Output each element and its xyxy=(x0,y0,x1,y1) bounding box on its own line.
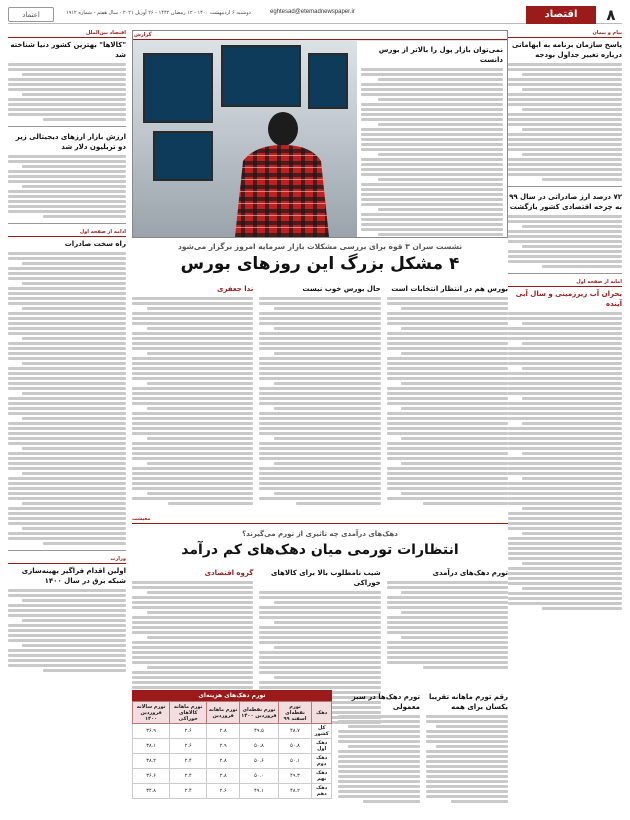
trading-screen xyxy=(308,53,348,109)
main-story-column xyxy=(132,30,508,814)
section-tab[interactable]: اقتصاد xyxy=(526,6,596,24)
divider xyxy=(8,550,126,551)
main-subheadline: نشست سران ۳ قوه برای بررسی مشکلات بازار سرمایه امروز برگزار می‌شود xyxy=(177,242,463,251)
table-cell: ۵۰.۸ xyxy=(278,739,312,754)
article-body xyxy=(8,155,126,218)
article-body xyxy=(508,312,622,610)
divider xyxy=(508,273,622,274)
table-row xyxy=(133,769,332,784)
table-header: تورم نقطه‌ای اسفند ۹۹ xyxy=(278,702,312,724)
table-cell: ۲.۶ xyxy=(207,784,240,799)
divider xyxy=(8,126,126,127)
table-header: تورم ماهانه فروردین xyxy=(207,702,240,724)
story-column-heading: تورم دهک‌های درآمدی xyxy=(432,569,508,577)
trading-screen xyxy=(221,45,301,107)
table-header: تورم نقطه‌ای فروردین ۱۴۰۰ xyxy=(240,702,278,724)
issue-info: دوشنبه ۶ اردیبهشت ۱۴۰۰ - ۱۲ رمضان ۱۴۴۲ - ۲۶ آوریل ۲۰۲۱ - سال هفتم - شماره ۱۹۱۲ xyxy=(66,10,251,16)
table-cell: ۲.۶ xyxy=(170,739,207,754)
table-cell: ۴۸.۲ xyxy=(278,784,312,799)
table-cell: دهک دهم xyxy=(312,784,332,799)
story-column xyxy=(132,282,253,514)
table-cell: ۲.۶ xyxy=(170,724,207,739)
table-cell: دهک نهم xyxy=(312,769,332,784)
table-cell: ۲.۸ xyxy=(207,724,240,739)
article-body xyxy=(508,63,622,181)
left-kicker-2: ادامه از صفحه اول xyxy=(8,229,126,237)
table-cell: ۵۰.۸ xyxy=(240,739,278,754)
article-body xyxy=(8,63,126,121)
table-cell: ۵۰.۰ xyxy=(240,769,278,784)
photo-side-article xyxy=(357,41,507,237)
table-cell: ۳۶.۹ xyxy=(133,724,170,739)
divider xyxy=(508,186,622,187)
left-kicker-1: اقتصاد بین‌الملل xyxy=(8,30,126,38)
main-headline[interactable]: ۴ مشکل بزرگ این روزهای بورس xyxy=(180,254,460,274)
inflation-table xyxy=(132,690,332,799)
article-body xyxy=(8,589,126,672)
story-column-heading: بورس هم در انتظار انتخابات است xyxy=(391,285,508,293)
story-column xyxy=(338,690,420,774)
right-headline-budget[interactable]: پاسخ سازمان برنامه به ابهاماتی درباره تغییر جداول بودجه xyxy=(511,41,622,59)
table-cell: دهک اول xyxy=(312,739,332,754)
table-header: تورم سالانه فروردین ۱۴۰۰ xyxy=(133,702,170,724)
newspaper-logo: اعتماد xyxy=(8,7,54,22)
inflation-data-table xyxy=(132,701,332,799)
table-cell: ۳۸.۲ xyxy=(133,754,170,769)
table-cell: ۳۴.۸ xyxy=(133,784,170,799)
table-cell: ۴۹.۳ xyxy=(278,769,312,784)
story-column-heading: رقم تورم ماهانه تقریبا یکسان برای همه xyxy=(428,693,508,711)
trading-screen xyxy=(153,131,213,181)
left-headline-country[interactable]: "کالاها" بهترین کشور دنیا شناخته شد xyxy=(10,41,126,59)
story-column xyxy=(259,282,380,514)
table-cell: ۵۰.۶ xyxy=(240,754,278,769)
story-column-heading: حال بورس خوب نیست xyxy=(302,285,381,293)
table-header-row xyxy=(133,702,332,724)
table-header: دهک xyxy=(312,702,332,724)
trading-screen xyxy=(143,53,213,123)
left-column xyxy=(8,30,126,814)
stock-exchange-photo xyxy=(132,30,508,238)
table-cell: ۴۹.۵ xyxy=(240,724,278,739)
divider xyxy=(8,223,126,224)
section-email[interactable]: eghtesad@etemadnewspaper.ir xyxy=(270,9,355,15)
second-story-headline[interactable]: انتظارات تورمی میان دهک‌های کم درآمد xyxy=(181,542,459,558)
bottom-articles xyxy=(338,690,508,774)
table-cell: ۲.۴ xyxy=(170,754,207,769)
table-cell: ۴۸.۷ xyxy=(278,724,312,739)
table-cell: کل کشور xyxy=(312,724,332,739)
story-byline: ندا جعفری xyxy=(217,285,254,293)
table-title: تورم دهک‌های هزینه‌ای xyxy=(132,690,332,701)
table-cell: ۴۹.۱ xyxy=(240,784,278,799)
left-headline-export[interactable]: راه سخت صادرات xyxy=(64,240,126,248)
table-row xyxy=(133,754,332,769)
photo-kicker: گزارش xyxy=(132,31,507,40)
table-cell: ۲.۸ xyxy=(207,769,240,784)
second-story-kicker: معیشت xyxy=(132,516,508,524)
table-cell: ۲.۴ xyxy=(170,769,207,784)
table-cell: دهک دوم xyxy=(312,754,332,769)
right-headline-water[interactable]: بحران آب زیرزمینی و سال آبی آینده xyxy=(515,290,622,308)
table-cell: ۲.۴ xyxy=(170,784,207,799)
table-cell: ۲.۸ xyxy=(207,754,240,769)
right-kicker-2: امانه از صفحه اول xyxy=(508,279,622,287)
second-story-subheadline: دهک‌های درآمدی چه تاثیری از تورم می‌گیرند؟ xyxy=(242,530,398,538)
table-row xyxy=(133,739,332,754)
story-column xyxy=(426,690,508,774)
table-row xyxy=(133,724,332,739)
table-cell: ۳۶.۶ xyxy=(133,769,170,784)
main-story-body xyxy=(132,282,508,514)
story-column xyxy=(387,282,508,514)
left-headline-crypto[interactable]: ارزش بازار ارزهای دیجیتالی زیر دو تریلیون دلار شد xyxy=(15,133,126,151)
left-kicker-3: وزارت xyxy=(8,556,126,564)
masthead xyxy=(8,6,622,24)
page-number: ۸ xyxy=(606,6,616,24)
left-headline-power[interactable]: اولین اقدام فراگیر بهینه‌سازی شبکه برق در سال ۱۴۰۰ xyxy=(21,567,126,585)
right-kicker-1: پیام و پیمان xyxy=(508,30,622,38)
table-row xyxy=(133,784,332,799)
photo-side-headline[interactable]: نمی‌توان بازار پول را بالاتر از بورس دانست xyxy=(378,46,503,64)
person-plaid-shirt xyxy=(225,109,335,237)
story-column-heading: تورم دهک‌ها در سبز معمولی xyxy=(351,693,420,711)
right-column xyxy=(508,30,622,814)
table-cell: ۳۸.۱ xyxy=(133,739,170,754)
table-header: تورم ماهانه کالاهای خوراکی xyxy=(170,702,207,724)
article-body xyxy=(508,215,622,268)
table-cell: ۲.۹ xyxy=(207,739,240,754)
article-body xyxy=(8,252,126,545)
table-cell: ۵۰.۱ xyxy=(278,754,312,769)
story-column-heading: شیب نامطلوب بالا برای کالاهای خوراکی xyxy=(271,569,381,587)
right-headline-export-currency[interactable]: ۷۲ درصد ارز صادراتی در سال ۹۹ به چرخه اقتصادی کشور بازگشت xyxy=(509,193,622,211)
story-byline: گروه اقتصادی xyxy=(204,569,254,577)
